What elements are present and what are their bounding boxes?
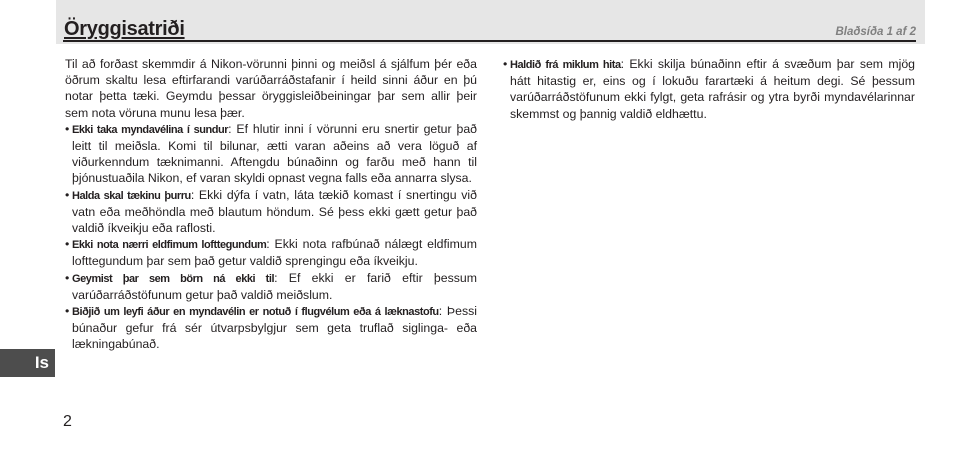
bullet-title: Halda skal tækinu þurru <box>72 189 191 202</box>
bullet-title: Geymist þar sem börn ná ekki til <box>72 272 275 285</box>
bullet-title: Ekki nota nærri eldfimum lofttegundum <box>72 239 267 252</box>
intro-paragraph: Til að forðast skemmdir á Nikon-vörunni þinni og meiðsl á sjálfum þér eða öðrum skaltu lesa eftirfarandi varúðarráðstafanir í heild sinni áður en þú notar þetta tæki. Geymdu þessar öryggisleiðbeiningar þar sem allir þeir sem nota vöruna munu lesa þær. <box>65 57 477 120</box>
page-indicator: Blaðsíða 1 af 2 <box>835 26 916 38</box>
bullet-dot: • <box>65 237 70 252</box>
bullet-item <box>65 270 477 303</box>
bullet-item <box>65 303 477 353</box>
bullet-text: : Ekki dýfa í vatn, láta tækið komast í snertingu við vatn eða meðhöndla með blautum höndum. Sé þess ekki gætt getur það valdið íkveikju eða raflosti. <box>72 187 477 236</box>
bullet-item <box>65 187 477 237</box>
bullet-dot: • <box>65 121 70 136</box>
language-tab: Is <box>0 349 55 377</box>
bullet-item <box>65 236 477 269</box>
header-rule <box>63 40 916 42</box>
bullet-dot: • <box>65 270 70 285</box>
bullet-dot: • <box>65 187 70 202</box>
bullet-dot: • <box>65 304 70 319</box>
right-column <box>503 56 915 122</box>
bullet-text: : Þessi búnaður gefur frá sér útvarpsbylgjur sem geta truflað siglinga- eða lækningabúnað. <box>72 304 477 352</box>
bullet-text: : Ekki skilja búnaðinn eftir á svæðum þar sem mjög hátt hitastig er, eins og í lokuðu farartæki á heitum degi. Sé þessum varúðarráðstöfunum ekki fylgt, geta rafrásir og ytra byrði myndavélarinnar skemmst og þannig valdið eldhættu. <box>510 57 915 121</box>
bullet-text: : Ekki nota rafbúnað nálægt eldfimum lofttegundum þar sem það getur valdið sprengingu eða íkveikju. <box>72 237 477 269</box>
bullet-title: Ekki taka myndavélina í sundur <box>72 123 229 136</box>
page-header <box>56 0 925 44</box>
left-column <box>65 56 477 353</box>
page-number: 2 <box>63 413 72 430</box>
bullet-item <box>503 56 915 122</box>
page-title: Öryggisatriði <box>64 18 185 40</box>
bullet-text: : Ef ekki er farið eftir þessum varúðarráðstöfunum getur það valdið meiðslum. <box>72 270 477 302</box>
bullet-text: : Ef hlutir inni í vörunni eru snertir getur það leitt til meiðsla. Komi til bilunar, ætti varan aðeins að vera löguð af viðurkenndum tæknimanni. Aftengdu búnaðinn og farðu með hann til þjónustuaðila Nikon, ef varan skyldi opnast vegna falls eða annarra slysa. <box>72 121 477 186</box>
bullet-item <box>65 121 477 187</box>
bullet-dot: • <box>503 57 508 71</box>
bullet-title: Biðjið um leyfi áður en myndavélin er notuð í flugvélum eða á læknastofu <box>72 306 439 319</box>
bullet-title: Haldið frá miklum hita <box>510 59 621 71</box>
